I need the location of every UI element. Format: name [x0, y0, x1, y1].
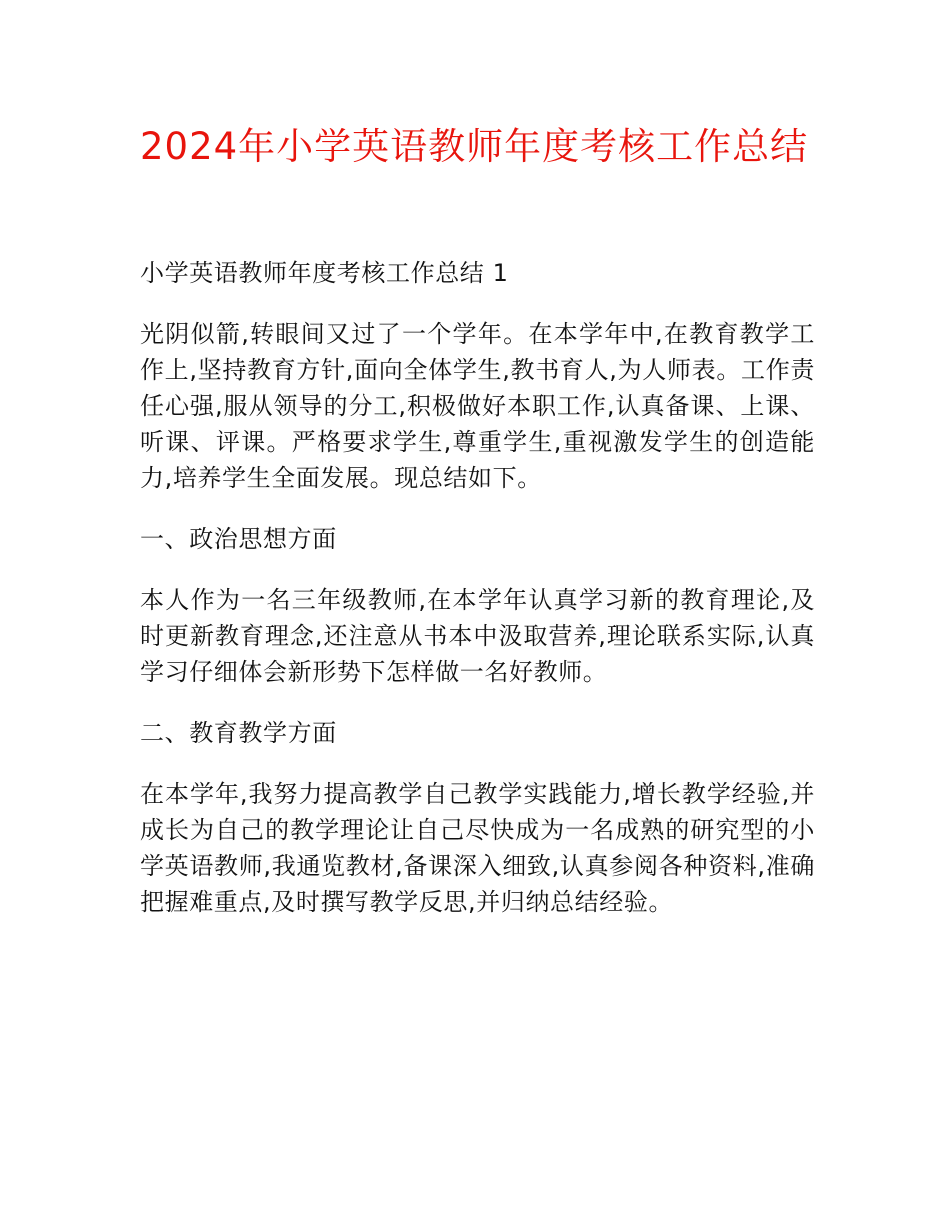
document-body [140, 255, 815, 920]
document-title: 2024年小学英语教师年度考核工作总结 [140, 125, 809, 168]
body-paragraph: 在本学年,我努力提高教学自己教学实践能力,增长教学经验,并成长为自己的教学理论让自己尽快成为一名成熟的研究型的小学英语教师,我通览教材,备课深入细致,认真参阅各种资料,准确把握难重点,及时撰写教学反思,并归纳总结经验。 [140, 780, 815, 916]
section-heading: 二、教育教学方面 [140, 719, 337, 747]
body-paragraph: 本人作为一名三年级教师,在本学年认真学习新的教育理论,及时更新教育理念,还注意从书本中汲取营养,理论联系实际,认真学习仔细体会新形势下怎样做一名好教师。 [140, 586, 815, 686]
section-heading: 一、政治思想方面 [140, 525, 337, 553]
intro-paragraph: 光阴似箭,转眼间又过了一个学年。在本学年中,在教育教学工作上,坚持教育方针,面向全体学生,教书育人,为人师表。工作责任心强,服从领导的分工,积极做好本职工作,认真备课、上课、听课、评课。严格要求学生,尊重学生,重视激发学生的创造能力,培养学生全面发展。现总结如下。 [140, 320, 815, 492]
section-heading: 小学英语教师年度考核工作总结 1 [140, 259, 509, 287]
